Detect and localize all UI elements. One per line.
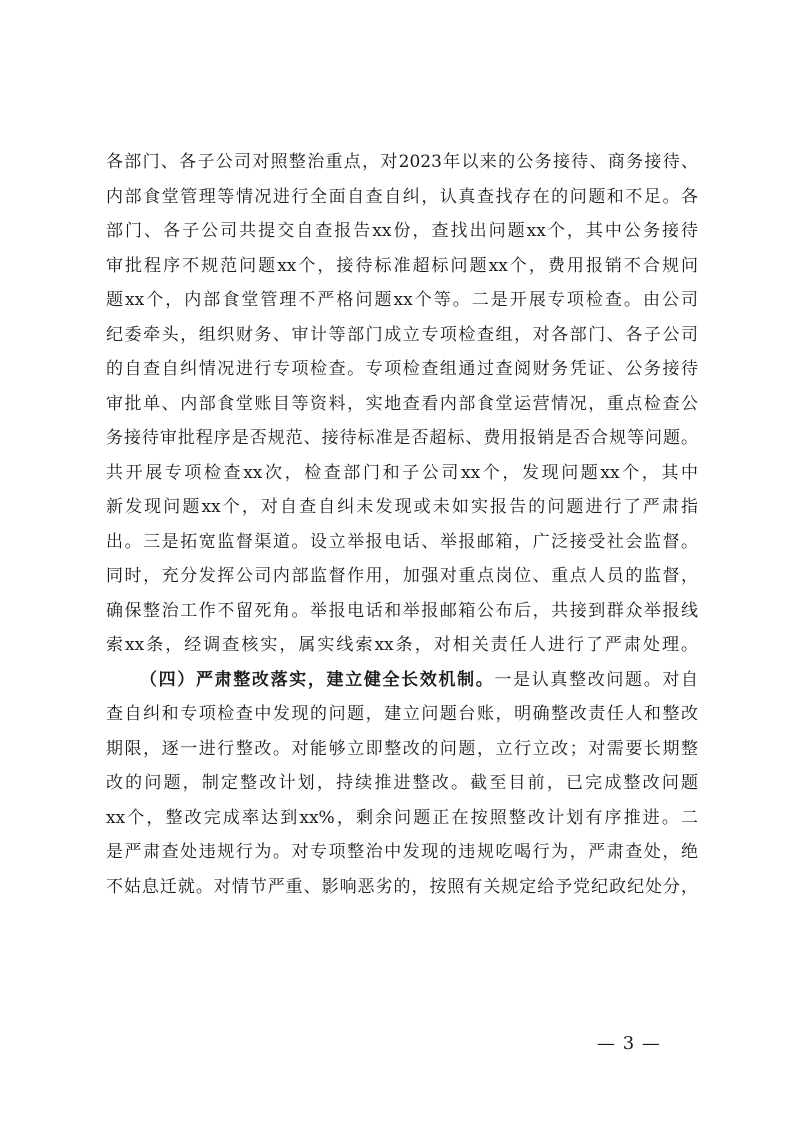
- section-line: 改的问题，制定整改计划，持续推进整改。截至目前，已完成整改问题: [106, 773, 698, 793]
- body-text: [106, 145, 698, 904]
- section-line: xx个，整改完成率达到xx%，剩余问题正在按照整改计划有序推进。二: [106, 807, 698, 828]
- section-line: 查自纠和专项检查中发现的问题，建立问题台账，明确整改责任人和整改: [106, 704, 698, 724]
- body-line: 内部食堂管理等情况进行全面自查自纠，认真查找存在的问题和不足。各: [106, 186, 698, 207]
- body-line: 务接待审批程序是否规范、接待标准是否超标、费用报销是否合规等问题。: [106, 428, 698, 448]
- body-line: 各部门、各子公司对照整治重点，对2023年以来的公务接待、商务接待、: [106, 152, 698, 172]
- section-line: 是严肃查处违规行为。对专项整治中发现的违规吃喝行为，严肃查处，绝: [106, 842, 698, 862]
- body-line: 审批程序不规范问题xx个，接待标准超标问题xx个，费用报销不合规问: [106, 255, 698, 276]
- section-first-line-rest: 一是认真整改问题。对自: [494, 669, 699, 690]
- section-line: 期限，逐一进行整改。对能够立即整改的问题，立行立改；对需要长期整: [106, 738, 698, 759]
- body-line: 确保整治工作不留死角。举报电话和举报邮箱公布后，共接到群众举报线: [106, 600, 698, 621]
- page-number: — 3 —: [597, 1033, 661, 1054]
- body-line: 新发现问题xx个，对自查自纠未发现或未如实报告的问题进行了严肃指: [106, 497, 698, 517]
- section-heading: （四）严肃整改落实，建立健全长效机制。: [140, 669, 495, 690]
- body-line: 题xx个，内部食堂管理不严格问题xx个等。二是开展专项检查。由公司: [106, 290, 698, 310]
- body-line: 部门、各子公司共提交自查报告xx份，查找出问题xx个，其中公务接待: [106, 221, 698, 241]
- section-line: 不姑息迁就。对情节严重、影响恶劣的，按照有关规定给予党纪政纪处分，: [106, 876, 698, 897]
- body-line: 同时，充分发挥公司内部监督作用，加强对重点岗位、重点人员的监督，: [106, 566, 698, 586]
- body-line: 的自查自纠情况进行专项检查。专项检查组通过查阅财务凭证、公务接待: [106, 359, 698, 379]
- section-first-line: [106, 663, 698, 698]
- body-line: 索xx条，经调查核实，属实线索xx条，对相关责任人进行了严肃处理。: [106, 635, 698, 655]
- body-line: 审批单、内部食堂账目等资料，实地查看内部食堂运营情况，重点检查公: [106, 393, 698, 414]
- body-line: 出。三是拓宽监督渠道。设立举报电话、举报邮箱，广泛接受社会监督。: [106, 531, 698, 552]
- body-line: 纪委牵头，组织财务、审计等部门成立专项检查组，对各部门、各子公司: [106, 324, 698, 345]
- body-line: 共开展专项检查xx次，检查部门和子公司xx个，发现问题xx个，其中: [106, 462, 698, 483]
